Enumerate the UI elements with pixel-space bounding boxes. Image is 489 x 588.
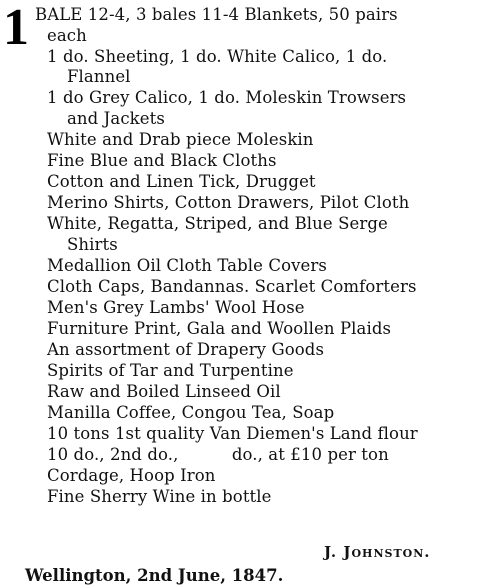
ad-line-12: Shirts bbox=[67, 235, 118, 254]
ad-line-18: Spirits of Tar and Turpentine bbox=[47, 361, 294, 380]
ad-line-10: Merino Shirts, Cotton Drawers, Pilot Cloth bbox=[47, 193, 410, 212]
ad-line-6: and Jackets bbox=[67, 109, 165, 128]
signature: J. Johnston. bbox=[324, 543, 431, 561]
ad-line-2: each bbox=[47, 26, 87, 45]
ad-line-5: 1 do Grey Calico, 1 do. Moleskin Trowsers bbox=[47, 88, 407, 107]
ad-line-1: BALE 12-4, 3 bales 11-4 Blankets, 50 pairs bbox=[35, 5, 398, 24]
ad-line-23: Cordage, Hoop Iron bbox=[47, 466, 216, 485]
ad-line-3: 1 do. Sheeting, 1 do. White Calico, 1 do. bbox=[47, 47, 388, 66]
ad-line-14: Cloth Caps, Bandannas. Scarlet Comforters bbox=[47, 277, 417, 296]
ad-line-24: Fine Sherry Wine in bottle bbox=[47, 487, 272, 506]
dateline: Wellington, 2nd June, 1847. bbox=[25, 566, 284, 585]
ad-line-11: White, Regatta, Striped, and Blue Serge bbox=[47, 214, 388, 233]
ad-line-16: Furniture Print, Gala and Woollen Plaids bbox=[47, 319, 392, 338]
ad-line-4: Flannel bbox=[67, 67, 131, 86]
ad-line-20: Manilla Coffee, Congou Tea, Soap bbox=[47, 403, 335, 422]
ad-line-22: 10 do., 2nd do., do., at £10 per ton bbox=[47, 445, 389, 464]
ad-line-19: Raw and Boiled Linseed Oil bbox=[47, 382, 281, 401]
ad-line-9: Cotton and Linen Tick, Drugget bbox=[47, 172, 316, 191]
ad-line-7: White and Drab piece Moleskin bbox=[47, 130, 314, 149]
ad-line-13: Medallion Oil Cloth Table Covers bbox=[47, 256, 327, 275]
ad-line-15: Men's Grey Lambs' Wool Hose bbox=[47, 298, 305, 317]
ad-line-17: An assortment of Drapery Goods bbox=[47, 340, 325, 359]
drop-cap: 1 bbox=[3, 0, 29, 56]
ad-line-21: 10 tons 1st quality Van Diemen's Land flour bbox=[47, 424, 418, 443]
ad-line-8: Fine Blue and Black Cloths bbox=[47, 151, 277, 170]
